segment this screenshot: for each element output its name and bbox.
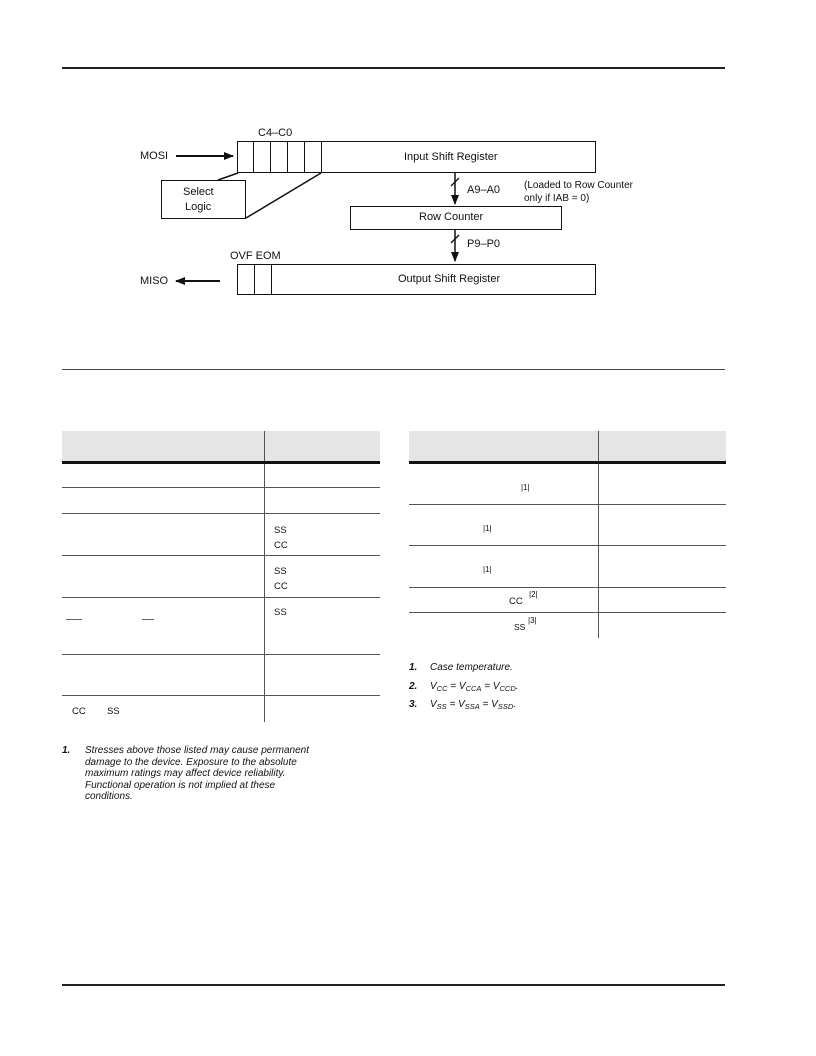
bit-cell: [305, 142, 322, 172]
bit-cell: [271, 142, 288, 172]
row-counter-note-1: (Loaded to Row Counter: [524, 180, 633, 191]
table-fragment: |3|: [528, 616, 537, 625]
row-divider: [62, 487, 380, 488]
header-underline: [62, 461, 380, 464]
row-divider: [409, 504, 726, 505]
table-fragment: |1|: [483, 565, 492, 574]
column-divider: [598, 431, 599, 461]
section-rule: [62, 369, 725, 370]
overbar: [142, 619, 154, 620]
row-counter-label: Row Counter: [419, 211, 484, 223]
footnote-line: Stresses above those listed may cause permanent: [85, 745, 310, 756]
ovf-eom-label: OVF EOM: [230, 250, 281, 262]
table-fragment: |1|: [521, 483, 530, 492]
bit-cell: [255, 265, 272, 294]
shift-register-diagram: [0, 0, 816, 320]
p-bus-label: P9–P0: [467, 238, 501, 250]
footnote-line: damage to the device. Exposure to the absolute: [85, 756, 297, 768]
operating-conditions-table: [409, 431, 726, 639]
table-fragment: |1|: [483, 524, 492, 533]
right-footnote-2: [409, 681, 709, 697]
output-shift-register: [237, 264, 596, 295]
row-divider: [62, 555, 380, 556]
row-divider: [409, 545, 726, 546]
row-divider: [62, 513, 380, 514]
table-header: [62, 431, 380, 461]
table-fragment: CC: [274, 540, 288, 551]
a-bus-label: A9–A0: [467, 184, 501, 196]
row-divider: [62, 654, 380, 655]
bit-cell: [238, 265, 255, 294]
row-counter-box: [350, 206, 562, 230]
input-shift-register: [237, 141, 596, 173]
select-logic-label-2: Logic: [185, 201, 212, 213]
table-fragment: CC: [509, 596, 523, 607]
miso-label: MISO: [140, 275, 169, 287]
left-footnote: [62, 745, 362, 815]
column-divider: [264, 464, 265, 722]
overbar: [66, 619, 82, 620]
table-fragment: SS: [274, 566, 287, 577]
select-line-right: [246, 173, 321, 218]
table-fragment: CC: [274, 581, 288, 592]
footnote-number: 1.: [62, 745, 71, 756]
bottom-rule: [62, 984, 725, 986]
right-footnote-3: [409, 699, 709, 715]
row-divider: [62, 695, 380, 696]
column-divider: [264, 431, 265, 461]
footnote-number: 2.: [409, 681, 418, 692]
table-fragment: CC: [72, 706, 86, 717]
select-logic-label-1: Select: [183, 186, 214, 198]
row-counter-note-2: only if IAB = 0): [524, 193, 590, 204]
footnote-line: conditions.: [85, 791, 133, 802]
input-register-label: Input Shift Register: [404, 151, 498, 163]
footnote-number: 3.: [409, 699, 418, 710]
footnote-text: $V_{SS} = V_{SSA} = V_{SSD}$.: [430, 699, 517, 711]
table-fragment: SS: [274, 607, 287, 618]
row-divider: [62, 597, 380, 598]
header-underline: [409, 461, 726, 464]
c-bits-label: C4–C0: [258, 127, 293, 139]
footnote-line: maximum ratings may affect device reliability.: [85, 768, 286, 779]
absolute-ratings-table: [62, 431, 380, 723]
mosi-label: MOSI: [140, 150, 169, 162]
select-logic-box: [161, 180, 246, 219]
footnote-text: $V_{CC} = V_{CCA} = V_{CCD}$.: [430, 681, 519, 693]
bit-cell: [288, 142, 305, 172]
row-divider: [409, 587, 726, 588]
table-fragment: SS: [514, 622, 526, 632]
footnote-number: 1.: [409, 662, 418, 673]
bit-cell: [254, 142, 271, 172]
table-fragment: SS: [274, 525, 287, 536]
select-line-left: [218, 173, 238, 180]
output-register-label: Output Shift Register: [398, 273, 501, 285]
table-header: [409, 431, 726, 461]
right-footnote-1: [409, 662, 709, 676]
table-fragment: SS: [107, 706, 120, 717]
footnote-line: Functional operation is not implied at these: [85, 779, 276, 791]
bit-cell: [238, 142, 254, 172]
table-fragment: |2|: [529, 590, 538, 599]
footnote-text: Case temperature.: [430, 662, 513, 673]
row-divider: [409, 612, 726, 613]
